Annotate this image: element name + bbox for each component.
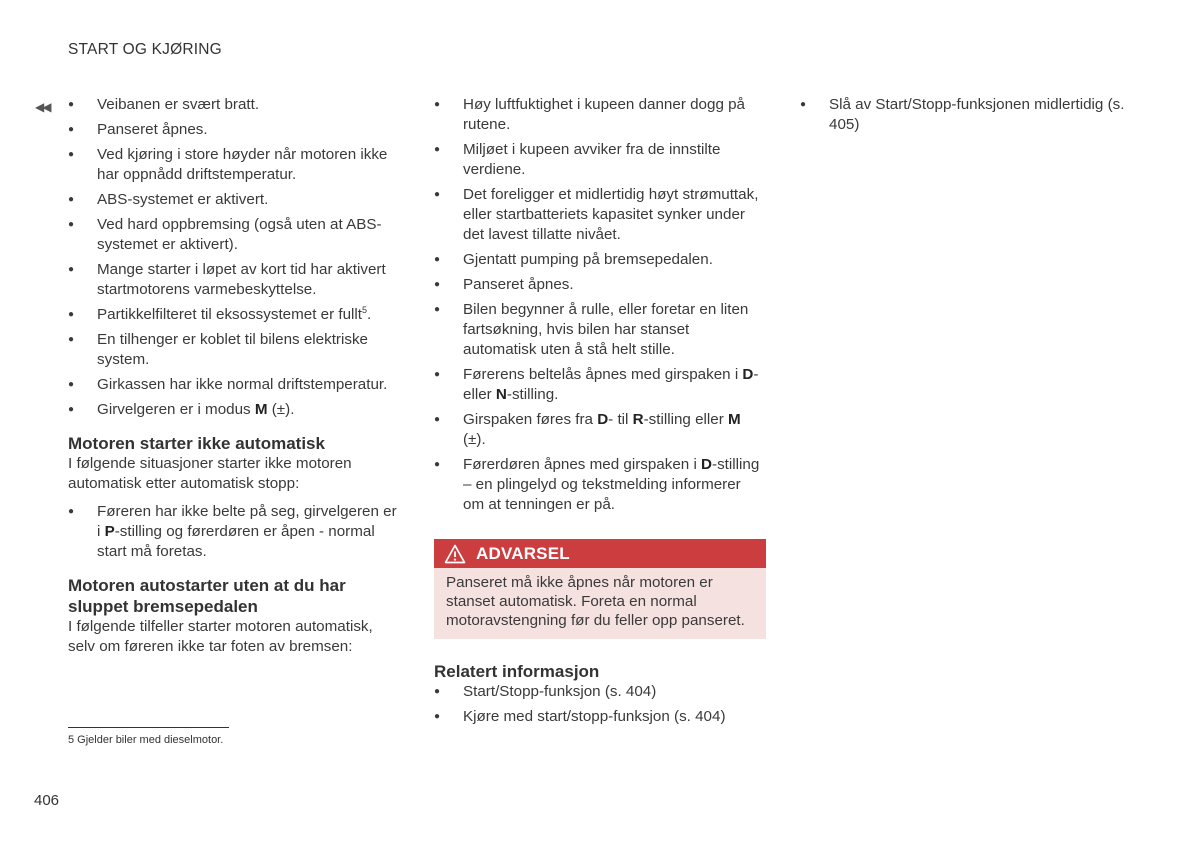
related-link[interactable]: ● Kjøre med start/stopp-funksjon (s. 404) — [434, 707, 766, 727]
warning-text: Panseret må ikke åpnes når motoren er stanset automatisk. Foreta en normal motoravstengning før du feller opp panseret. — [434, 568, 766, 639]
gear-label: M — [728, 411, 741, 428]
list-item: ● Ved kjøring i store høyder når motoren ikke har oppnådd driftstemperatur. — [68, 145, 403, 185]
double-left-arrow-icon: ◀◀ — [35, 100, 50, 114]
gear-label: D — [701, 456, 713, 473]
list-item-text: -stilling. — [506, 386, 559, 403]
section-no-autostart — [68, 433, 403, 562]
warning-triangle-icon — [444, 544, 466, 564]
gear-label: D — [742, 366, 754, 383]
list-item — [434, 410, 766, 450]
list-item-text: (±). — [463, 431, 486, 448]
list-item-text: -stilling – en plingelyd og tekstmelding informerer om at tenningen er på. — [463, 456, 760, 513]
list-item: ● Panseret åpnes. — [434, 275, 766, 295]
warning-header — [434, 539, 766, 568]
list-item: ● Partikkelfilteret til eksossystemet er fullt$^5$. — [68, 305, 403, 325]
list-item-text: Førerdøren åpnes med girspaken i — [463, 456, 702, 473]
section-intro: I følgende situasjoner starter ikke motoren automatisk etter automatisk stopp: — [68, 455, 352, 492]
list-item-text: -stilling og førerdøren er åpen - normal start må foretas. — [97, 523, 375, 560]
list-item: ● Bilen begynner å rulle, eller foretar en liten fartsøkning, hvis bilen har stanset automatisk uten å stå helt stille. — [434, 300, 766, 360]
right-list — [800, 95, 1130, 135]
list-item: ● Ved hard oppbremsing (også uten at ABS-systemet er aktivert). — [68, 215, 403, 255]
gear-label: N — [495, 386, 507, 403]
section-heading: Motoren starter ikke automatisk — [68, 434, 325, 453]
page-number: 406 — [34, 792, 60, 809]
list-item: ● Høy luftfuktighet i kupeen danner dogg på rutene. — [434, 95, 766, 135]
list-item-text: Føreren har ikke belte på seg, girvelgeren er i — [97, 503, 397, 540]
column-left — [68, 95, 403, 663]
warning-box — [434, 539, 766, 639]
list-item: ● Mange starter i løpet av kort tid har aktivert startmotorens varmebeskyttelse. — [68, 260, 403, 300]
list-item: ● ABS-systemet er aktivert. — [68, 190, 403, 210]
list-item-text: Førerens beltelås åpnes med girspaken i — [463, 366, 743, 383]
gear-label: D — [597, 411, 609, 428]
list-item — [68, 400, 403, 420]
no-autostart-list — [68, 502, 403, 562]
section-autostart — [68, 575, 403, 657]
related-info — [434, 661, 766, 727]
mode-label: M — [254, 401, 268, 418]
list-item: ● Gjentatt pumping på bremsepedalen. — [434, 250, 766, 270]
list-item: ● Det foreligger et midlertidig høyt strømuttak, eller startbatteriets kapasitet synker under det lavest tillatte nivået. — [434, 185, 766, 245]
list-item-text: Girspaken føres fra — [463, 411, 598, 428]
footnote: 5 Gjelder biler med dieselmotor. — [68, 734, 224, 746]
list-item-text: Girvelgeren er i modus — [97, 401, 251, 418]
footnote-ref: 5 — [362, 304, 368, 315]
gear-label: R — [632, 411, 644, 428]
list-item: ● Slå av Start/Stopp-funksjonen midlertidig (s. 405) — [800, 95, 1130, 135]
footnote-divider — [68, 727, 229, 728]
list-item — [68, 502, 403, 562]
autostart-conditions-list — [434, 95, 766, 515]
section-heading: Motoren autostarter uten at du har sluppet bremsepedalen — [68, 576, 346, 616]
list-item-text: - eller — [463, 366, 759, 403]
related-list — [434, 682, 766, 727]
gear-label: P — [104, 523, 115, 540]
list-item: ● Girkassen har ikke normal driftstemperatur. — [68, 375, 403, 395]
list-item: ● Veibanen er svært bratt. — [68, 95, 403, 115]
column-middle — [434, 95, 766, 732]
list-item-text: -stilling eller — [643, 411, 729, 428]
list-item-text: - til — [608, 411, 633, 428]
section-title: START OG KJØRING — [68, 41, 222, 58]
list-item: ● En tilhenger er koblet til bilens elektriske system. — [68, 330, 403, 370]
column-right — [800, 95, 1130, 140]
list-item — [434, 455, 766, 515]
conditions-list — [68, 95, 403, 420]
section-intro: I følgende tilfeller starter motoren automatisk, selv om føreren ikke tar foten av bremsen: — [68, 618, 373, 655]
related-heading: Relatert informasjon — [434, 662, 600, 681]
list-item — [434, 365, 766, 405]
list-item: ● Panseret åpnes. — [68, 120, 403, 140]
list-item-text: Partikkelfilteret til eksossystemet er fullt — [97, 306, 363, 323]
mode-suffix: (±). — [267, 401, 295, 418]
list-item: ● Miljøet i kupeen avviker fra de innstilte verdiene. — [434, 140, 766, 180]
warning-title: ADVARSEL — [476, 543, 570, 563]
related-link[interactable]: ● Start/Stopp-funksjon (s. 404) — [434, 682, 766, 702]
